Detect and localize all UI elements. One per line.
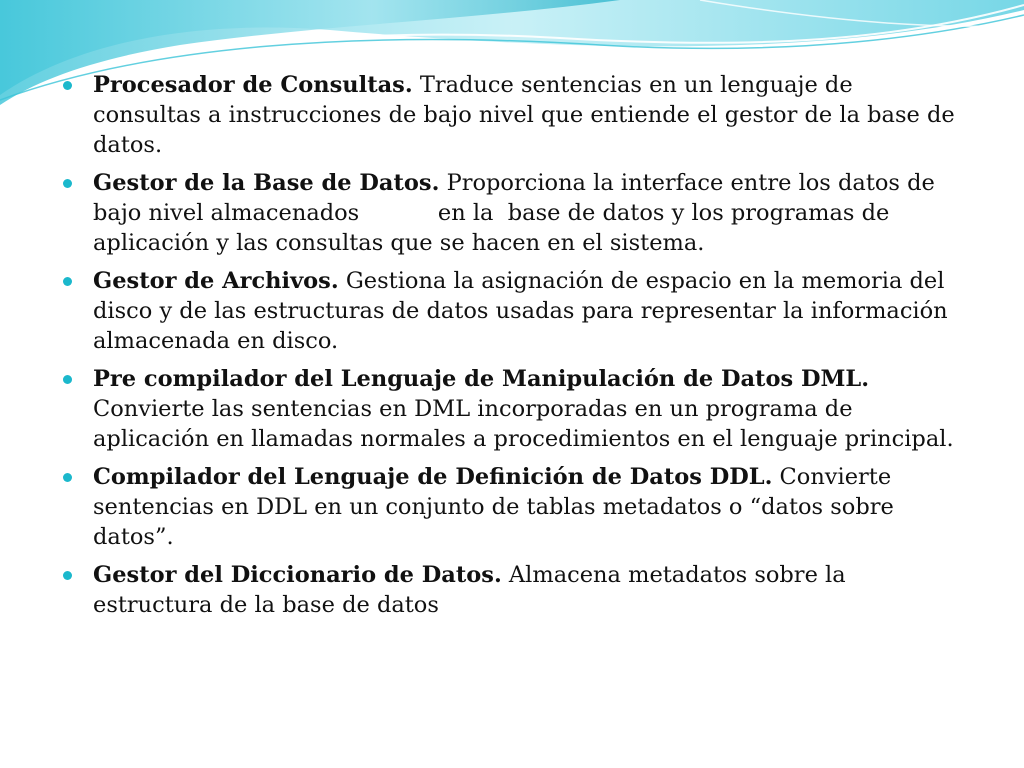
item-description: Proporciona la interface entre los datos de bajo nivel almacenados en la base de datos y los programas de aplicación y las consultas que se hacen en el sistema. [93, 170, 942, 256]
slide-content [62, 70, 967, 628]
bullet-icon [63, 375, 72, 384]
item-description: Convierte sentencias en DDL en un conjunto de tablas metadatos o “datos sobre datos”. [93, 464, 894, 550]
item-description: Gestiona la asignación de espacio en la memoria del disco y de las estructuras de datos usadas para representar la información almacenada en disco. [93, 268, 948, 354]
bullet-icon [63, 277, 72, 286]
item-description: Almacena metadatos sobre la estructura de la base de datos [93, 562, 846, 618]
bullet-list [62, 70, 967, 620]
item-term: Gestor de Archivos. [93, 268, 339, 294]
item-term: Procesador de Consultas. [93, 72, 413, 98]
list-item [62, 168, 967, 258]
bullet-icon [63, 179, 72, 188]
list-item [62, 364, 967, 454]
item-term: Pre compilador del Lenguaje de Manipulación de Datos DML. [93, 366, 870, 392]
list-item [62, 462, 967, 552]
item-term: Compilador del Lenguaje de Definición de Datos DDL. [93, 464, 773, 490]
bullet-icon [63, 473, 72, 482]
list-item [62, 560, 967, 620]
item-term: Gestor de la Base de Datos. [93, 170, 440, 196]
bullet-icon [63, 571, 72, 580]
item-description: Traduce sentencias en un lenguaje de consultas a instrucciones de bajo nivel que entiende el gestor de la base de datos. [93, 72, 955, 158]
list-item [62, 266, 967, 356]
item-term: Gestor del Diccionario de Datos. [93, 562, 502, 588]
list-item [62, 70, 967, 160]
item-description: Convierte las sentencias en DML incorporadas en un programa de aplicación en llamadas normales a procedimientos en el lenguaje principal. [93, 396, 954, 452]
bullet-icon [63, 81, 72, 90]
